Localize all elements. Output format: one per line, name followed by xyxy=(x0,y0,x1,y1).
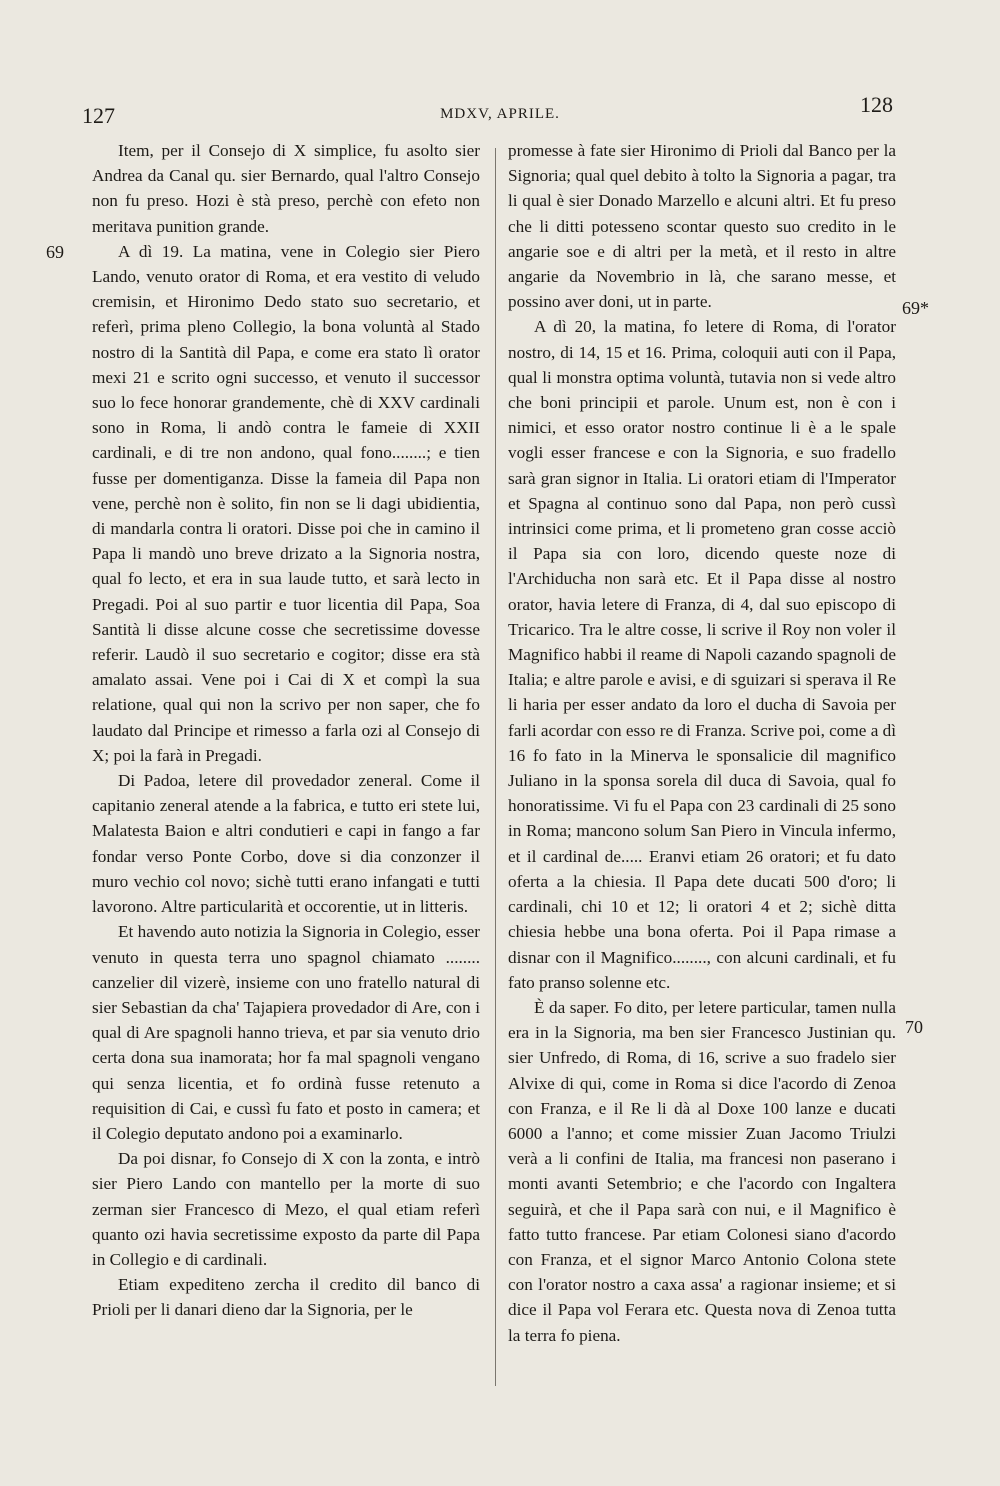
left-column xyxy=(92,138,480,1323)
right-column xyxy=(508,138,896,1348)
paragraph: Item, per il Consejo di X simplice, fu asolto sier Andrea da Canal qu. sier Bernardo, qual l'altro Consejo non fu preso. Hozi è stà preso, perchè con efeto non meritava punition grande. xyxy=(92,141,480,236)
margin-folio-69: 69 xyxy=(46,242,64,262)
paragraph: Di Padoa, letere dil provedador zeneral. Come il capitanio zeneral atende a la fabrica, e tutto eri stete lui, Malatesta Baion e altri condutieri e capi in fango a far fondar verso Ponte Corbo, dove si dia conzonzer il muro vechio col novo; sichè tutti erano infangati e tutti lavorono. Altre particularità et occorentie, ut in litteris. xyxy=(92,771,480,917)
margin-folio-69-star: 69* xyxy=(902,298,929,318)
margin-folio-70: 70 xyxy=(905,1017,923,1037)
page-number-right: 128 xyxy=(860,92,893,117)
column-divider xyxy=(495,148,496,1386)
paragraph: Etiam expediteno zercha il credito dil banco di Prioli per li danari dieno dar la Signoria, per le xyxy=(92,1275,480,1320)
paragraph: Et havendo auto notizia la Signoria in Colegio, esser venuto in questa terra uno spagnol chiamato ........ canzelier dil vizerè, insieme con uno fratello natural di sier Sebastian da cha' Tajapiera provedador di Are, con i qual di Are spagnoli hanno trieva, et par sia venuto drio certa dona sua inamorata; hor fa mal spagnoli vengano qui senza licentia, et fo ordinà fusse retenuto a requisition di Cai, e cussì fu fato et posto in camera; et il Colegio deputato andono poi a examinarlo. xyxy=(92,922,480,1143)
running-title: MDXV, APRILE. xyxy=(440,106,560,122)
paragraph: A dì 19. La matina, vene in Colegio sier Piero Lando, venuto orator di Roma, et era vestito di veludo cremisin, et Hironimo Dedo stato suo secretario, et referì, prima pleno Collegio, la bona voluntà al Stado nostro di la Santità dil Papa, e come era stato lì orator mexi 21 e scrito ogni successo, et venuto il successor suo lo fece honorar grandemente, chè di XXV cardinali sono in Roma, li andò contra le fameie di XXII cardinali, e di tre non andono, qual fono........; e tien fusse per domentiganza. Disse la fameia dil Papa non vene, perchè non è solito, fin non se li dagi ubidientia, di mandarla contra li oratori. Disse poi che in camino il Papa li mandò uno breve drizato a la Signoria nostra, qual fo lecto, et era in sua laude tutto, et sarà lecto in Pregadi. Poi al suo partir e tuor licentia dil Papa, Soa Santità li disse alcune cosse che secretissime dovesse referir. Laudò il suo secretario e cogitor; disse era stà amalato assai. Vene poi i Cai di X et compì la sua relatione, qual qui non la scrivo per non saper, che fo laudato dal Principe et rimesso a farla ozi al Consejo di X; poi la farà in Pregadi. xyxy=(92,241,480,765)
paragraph: A dì 20, la matina, fo letere di Roma, di l'orator nostro, di 14, 15 et 16. Prima, coloquii auti con il Papa, qual li monstra optima voluntà, tutavia non si vede altro che boni principii et parole. Unum est, non è con i nimici, et esso orator nostro continue li è a le spale vogli esser francese e con la Signoria, e suo fradello sarà gran signor in Italia. Li oratori etiam di l'Imperator et Spagna al continuo sono dal Papa, non però cussì intrinsici come prima, et li prometeno gran cosse acciò il Papa sia con loro, dicendo queste noze di l'Archiducha non sarà etc. Et il Papa disse al nostro orator, havia letere di Franza, di 4, dal suo episcopo di Tricarico. Tra le altre cosse, li scrive il Roy non voler il Magnifico habbi il reame di Napoli cazando spagnoli de Italia; e altre parole e avisi, e di sguizari si sperava il Re li haria per esser andato da loro el ducha di Savoia per farli acordar con esso re di Franza. Scrive poi, come a dì 16 fo fato in la Minerva le sponsalicie dil magnifico Juliano in la sponsa sorela dil duca di Savoia, qual fo honoratissime. Vi fu el Papa con 23 cardinali di 25 sono in Roma; mancono solum San Piero in Vincula infermo, et il cardinal de..... Eranvi etiam 26 oratori; et fu dato oferta a la chiesia. Il Papa dete ducati 500 d'oro; li cardinali, chi 10 et 12; li oratori 4 et 2; sichè ditta chiesia hebbe una bona oferta. Poi il Papa rimase a disnar con il Magnifico........, con alcuni cardinali, et fu fato pranso solenne etc. xyxy=(508,317,896,992)
paragraph: promesse à fate sier Hironimo di Prioli dal Banco per la Signoria; qual quel debito à tolto la Signoria a pagar, tra li qual è sier Donado Marzello e alcuni altri. Et fu preso che li ditti potesseno scontar questo suo credito in le angarie soe e di altri per la metà, et il resto in altre angarie da Novembrio in là, che sarano messe, et possino aver doni, ut in parte. xyxy=(508,141,896,312)
paragraph: È da saper. Fo dito, per letere particular, tamen nulla era in la Signoria, ma ben sier Francesco Justinian qu. sier Unfredo, di Roma, di 16, scrive a suo fradelo sier Alvixe di qui, come in Roma si dice l'acordo di Zenoa con Franza, e il Re li dà al Doxe 100 lanze e ducati 6000 a l'anno; et come missier Zuan Jacomo Triulzi verà a li confini de Italia, ma francesi non paserano i monti avanti Setembrio; e che l'acordo con Ingaltera seguirà, et che il Papa sarà con nui, e il Magnifico è fatto tutto francese. Par etiam Colonesi siano d'acordo con Franza, et el signor Marco Antonio Colona stete con l'orator nostro a caxa assa' a ragionar insieme; et si dice il Papa vol Ferara etc. Questa nova di Zenoa tutta la terra fo piena. xyxy=(508,997,896,1345)
page-number-left: 127 xyxy=(82,103,115,128)
paragraph: Da poi disnar, fo Consejo di X con la zonta, e intrò sier Piero Lando con mantello per la morte di suo zerman sier Francesco di Mezo, el qual etiam referì quanto ozi havia secretissime exposto da parte dil Papa in Collegio e di cardinali. xyxy=(92,1149,480,1269)
